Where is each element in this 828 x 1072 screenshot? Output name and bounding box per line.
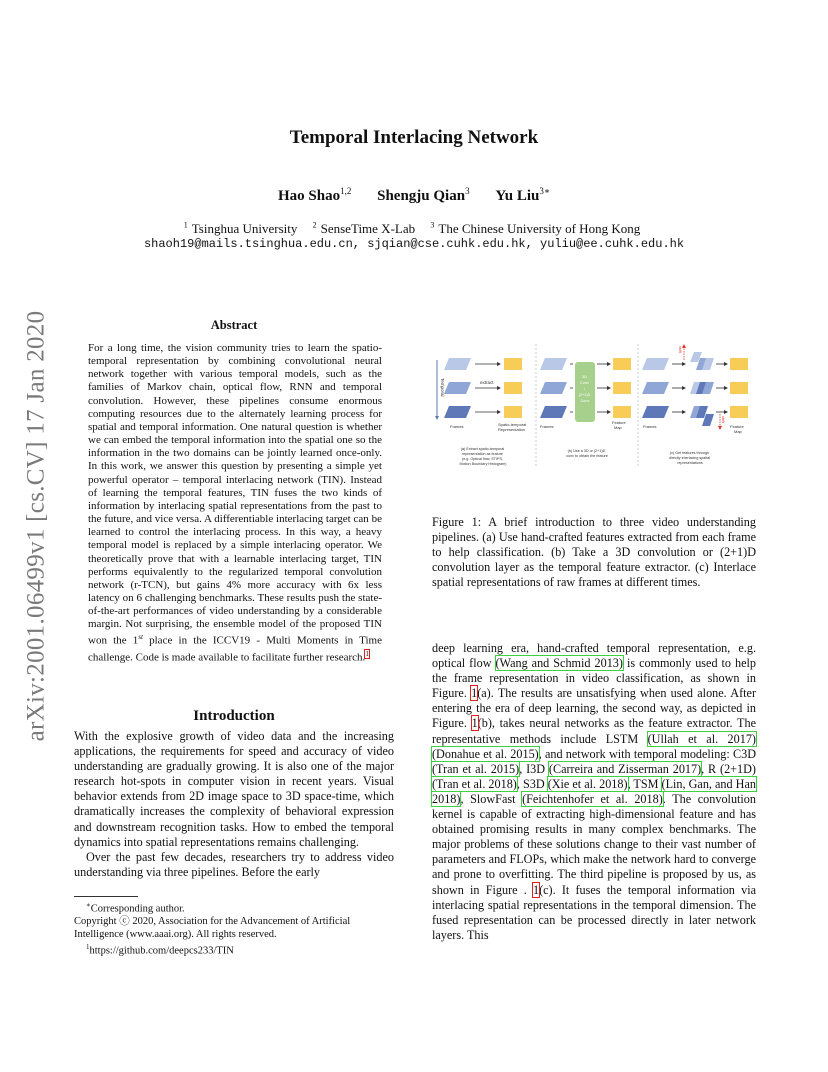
- frame-shape: [540, 406, 567, 418]
- frame-shape: [444, 358, 471, 370]
- author-list: [0, 186, 828, 205]
- svg-text:Frames: Frames: [450, 424, 464, 429]
- frame-shape: [540, 358, 567, 370]
- svg-text:3D Conv / (2: 3D Conv / (2+1)D Conv: [578, 375, 591, 403]
- citation-link[interactable]: (Tran et al. 2018): [432, 776, 517, 791]
- abstract-heading: Abstract: [210, 318, 258, 332]
- right-column-body: deep learning era, hand-crafted temporal representation, e.g. optical flow (Wang and Schmid 2013) is commonly used to help the frame representation in video classification, as shown in Figure. 1(a). The results are unsatisfying when used alone. After entering the era of deep learning, the second way, as depicted in Figure. 1(b), takes neural networks as the feature extractor. The representative methods include LSTM (Ullah et al. 2017) (Donahue et al. 2015), and network with temporal modeling: C3D (Tran et al. 2015), I3D (Carreira and Zisserman 2017), R (2+1D) (Tran et al. 2018), S3D (Xie et al. 2018), TSM (Lin, Gan, and Han 2018), SlowFast (Feichtenhofer et al. 2018). The convolution kernel is capable of extracting high-dimensional feature and has obtained promising results in many complex benchmarks. The major problems of these solutions change to their vast number of parameters and FLOPs, which make the network hard to converge and prone to overfitting. The third pipeline is proposed by us, as shown in Figure . 1(c). It fuses the temporal information via interlacing spatial representations in the temporal dimension. The fused representation can be processed directly in later network layers. This: [432, 641, 757, 942]
- frame-shape: [444, 382, 471, 394]
- panel-a: [435, 358, 526, 466]
- abstract-body: For a long time, the vision community tries to learn the spatio-temporal representation by combining convolutional neural network together with various temporal models, such as the families of Markov chain, optical flow, RNN and temporal convolution. However, these pipelines consume enormous computing resources due to the alternately learning process for spatial and temporal information. One natural question is whether we can embed the temporal information into the spatial one so the information in the two domains can be jointly learned once-only. In this work, we answer this question by presenting a simple yet powerful operator – temporal interlacing network (TIN). Instead of learning the temporal features, TIN fuses the two kinds of information by interlacing spatial representations from the past to the future, and vice versa. A differentiable interlacing target can be learned to control the interlacing process. In this way, a heavy temporal model is replaced by a simple interlacing operator. We theoretically prove that with a learnable interlacing target, TIN performs equivalently to the regularized temporal convolution network (r-TCN), but gains 4% more accuracy with 6x less latency on 6 challenging benchmarks. These results push the state-of-the-art performances of video understanding by a considerable margin. Not surprising, the ensemble model of the proposed TIN won the 1st place in the ICCV19 - Multi Moments in Time challenge. Code is made available to facilitate further research.$^1$: [88, 342, 382, 664]
- figure-ref-link[interactable]: 1: [471, 686, 478, 701]
- feature-box: [504, 382, 522, 394]
- citation-link[interactable]: (Feichtenhofer et al. 2018): [522, 791, 663, 806]
- citation-link[interactable]: (Carreira and Zisserman 2017): [548, 761, 702, 776]
- svg-text:shift: shift: [721, 416, 725, 423]
- svg-text:Map: Map: [614, 425, 622, 430]
- footnote-copyright: Copyright ⓒ 2020, Association for the Advancement of Artificial Intelligence (www.aaai.org). All rights reserved.: [74, 916, 351, 940]
- svg-text:Feature: Feature: [730, 424, 744, 429]
- svg-text:(c) Get features through: (c) Get features through directly interlacing spatial representations: [668, 451, 711, 465]
- paragraph: With the explosive growth of video data and the increasing applications, the requirements for speed and accuracy of video understanding are gradually growing. It is also one of the major research hot-spots in computer vision in recent years. Visual behavior extends from 2D image space to 3D space-time, which dramatically increases the complexity of behavioral expression and downstream recognition tasks. How to embed the temporal dynamics into spatial representations remains challenging.: [74, 729, 394, 849]
- paragraph: Over the past few decades, researchers try to address video understanding via three pipelines. Before the early: [74, 849, 394, 879]
- panel-c: [642, 344, 748, 465]
- figure-1: [430, 340, 760, 490]
- author-emails: shaoh19@mails.tsinghua.edu.cn, sjqian@cse.cuhk.edu.hk, yuliu@ee.cuhk.edu.hk: [143, 237, 685, 251]
- feature-box: [504, 358, 522, 370]
- footnote-rule: [74, 896, 138, 897]
- introduction-heading: Introduction: [193, 708, 275, 724]
- conv-box: [575, 362, 595, 422]
- affiliation: $^1$ Tsinghua University: [183, 221, 298, 237]
- svg-text:Feature: Feature: [612, 420, 626, 425]
- frame-shape: [540, 382, 567, 394]
- author: Shengju Qian$^3$: [377, 186, 470, 204]
- feature-box: [730, 382, 748, 394]
- author: Yu Liu$^{3∗}$: [495, 186, 550, 204]
- feature-box: [613, 382, 631, 394]
- citation-link[interactable]: (Ullah et al. 2017): [647, 731, 756, 746]
- figure-caption: Figure 1: A brief introduction to three video understanding pipelines. (a) Use hand-crafted features extracted from each frame to help classification. (b) Take a 3D convolution or (2+1)D convolution layer as the temporal feature extractor. (c) Interlace spatial representations of raw frames at different times.: [432, 515, 756, 590]
- author: Hao Shao$^{1,2}$: [278, 186, 352, 204]
- feature-box: [613, 358, 631, 370]
- svg-text:Frames: Frames: [643, 424, 657, 429]
- svg-text:Representation: Representation: [498, 427, 526, 432]
- affiliation: $^2$ SenseTime X-Lab: [312, 221, 416, 237]
- extract-label: extract: [480, 380, 494, 385]
- svg-text:(b) Use a 3D or (2+1)D c: (b) Use a 3D or (2+1)D conv to obtain the feature: [566, 449, 608, 458]
- affiliations: [0, 221, 828, 237]
- svg-text:shift: shift: [678, 346, 682, 353]
- feature-box: [504, 406, 522, 418]
- svg-text:(a) Extract spatio-temporal: (a) Extract spatio-temporal representation as feature (e.g. Optical flow, STIPS, Motion Boundary Histogram): [459, 447, 507, 466]
- svg-text:Map: Map: [734, 429, 742, 434]
- frame-shape: [642, 382, 669, 394]
- feature-box: [730, 406, 748, 418]
- figure-ref-link[interactable]: 1: [532, 882, 540, 897]
- footnote-corresponding: ∗Corresponding author.: [86, 901, 185, 915]
- panel-b: [540, 358, 631, 458]
- temporal-label: Temporal: [440, 378, 445, 397]
- footnote-link[interactable]: 1: [365, 650, 369, 659]
- paper-title: Temporal Interlacing Network: [289, 127, 539, 148]
- frame-shape: [444, 406, 471, 418]
- feature-box: [730, 358, 748, 370]
- affiliation: $^3$ The Chinese University of Hong Kong: [430, 221, 641, 237]
- arxiv-stamp: arXiv:2001.06499v1 [cs.CV] 17 Jan 2020: [22, 310, 50, 742]
- feature-box: [613, 406, 631, 418]
- frame-shape: [642, 406, 669, 418]
- introduction-body: [74, 729, 394, 880]
- citation-link[interactable]: (Donahue et al. 2015): [432, 746, 539, 761]
- figure-ref-link[interactable]: 1: [471, 716, 478, 731]
- svg-text:Frames: Frames: [540, 424, 554, 429]
- citation-link[interactable]: (Tran et al. 2015): [432, 761, 520, 776]
- footnote-url: $^1$https://github.com/deepcs233/TIN: [86, 943, 234, 957]
- svg-text:Spatio-temporal: Spatio-temporal: [498, 422, 527, 427]
- frame-shape: [642, 358, 669, 370]
- citation-link[interactable]: (Xie et al. 2018): [547, 776, 628, 791]
- footnotes: [74, 899, 394, 958]
- citation-link[interactable]: (Lin, Gan, and Han 2018): [432, 776, 756, 806]
- citation-link[interactable]: (Wang and Schmid 2013): [495, 656, 623, 671]
